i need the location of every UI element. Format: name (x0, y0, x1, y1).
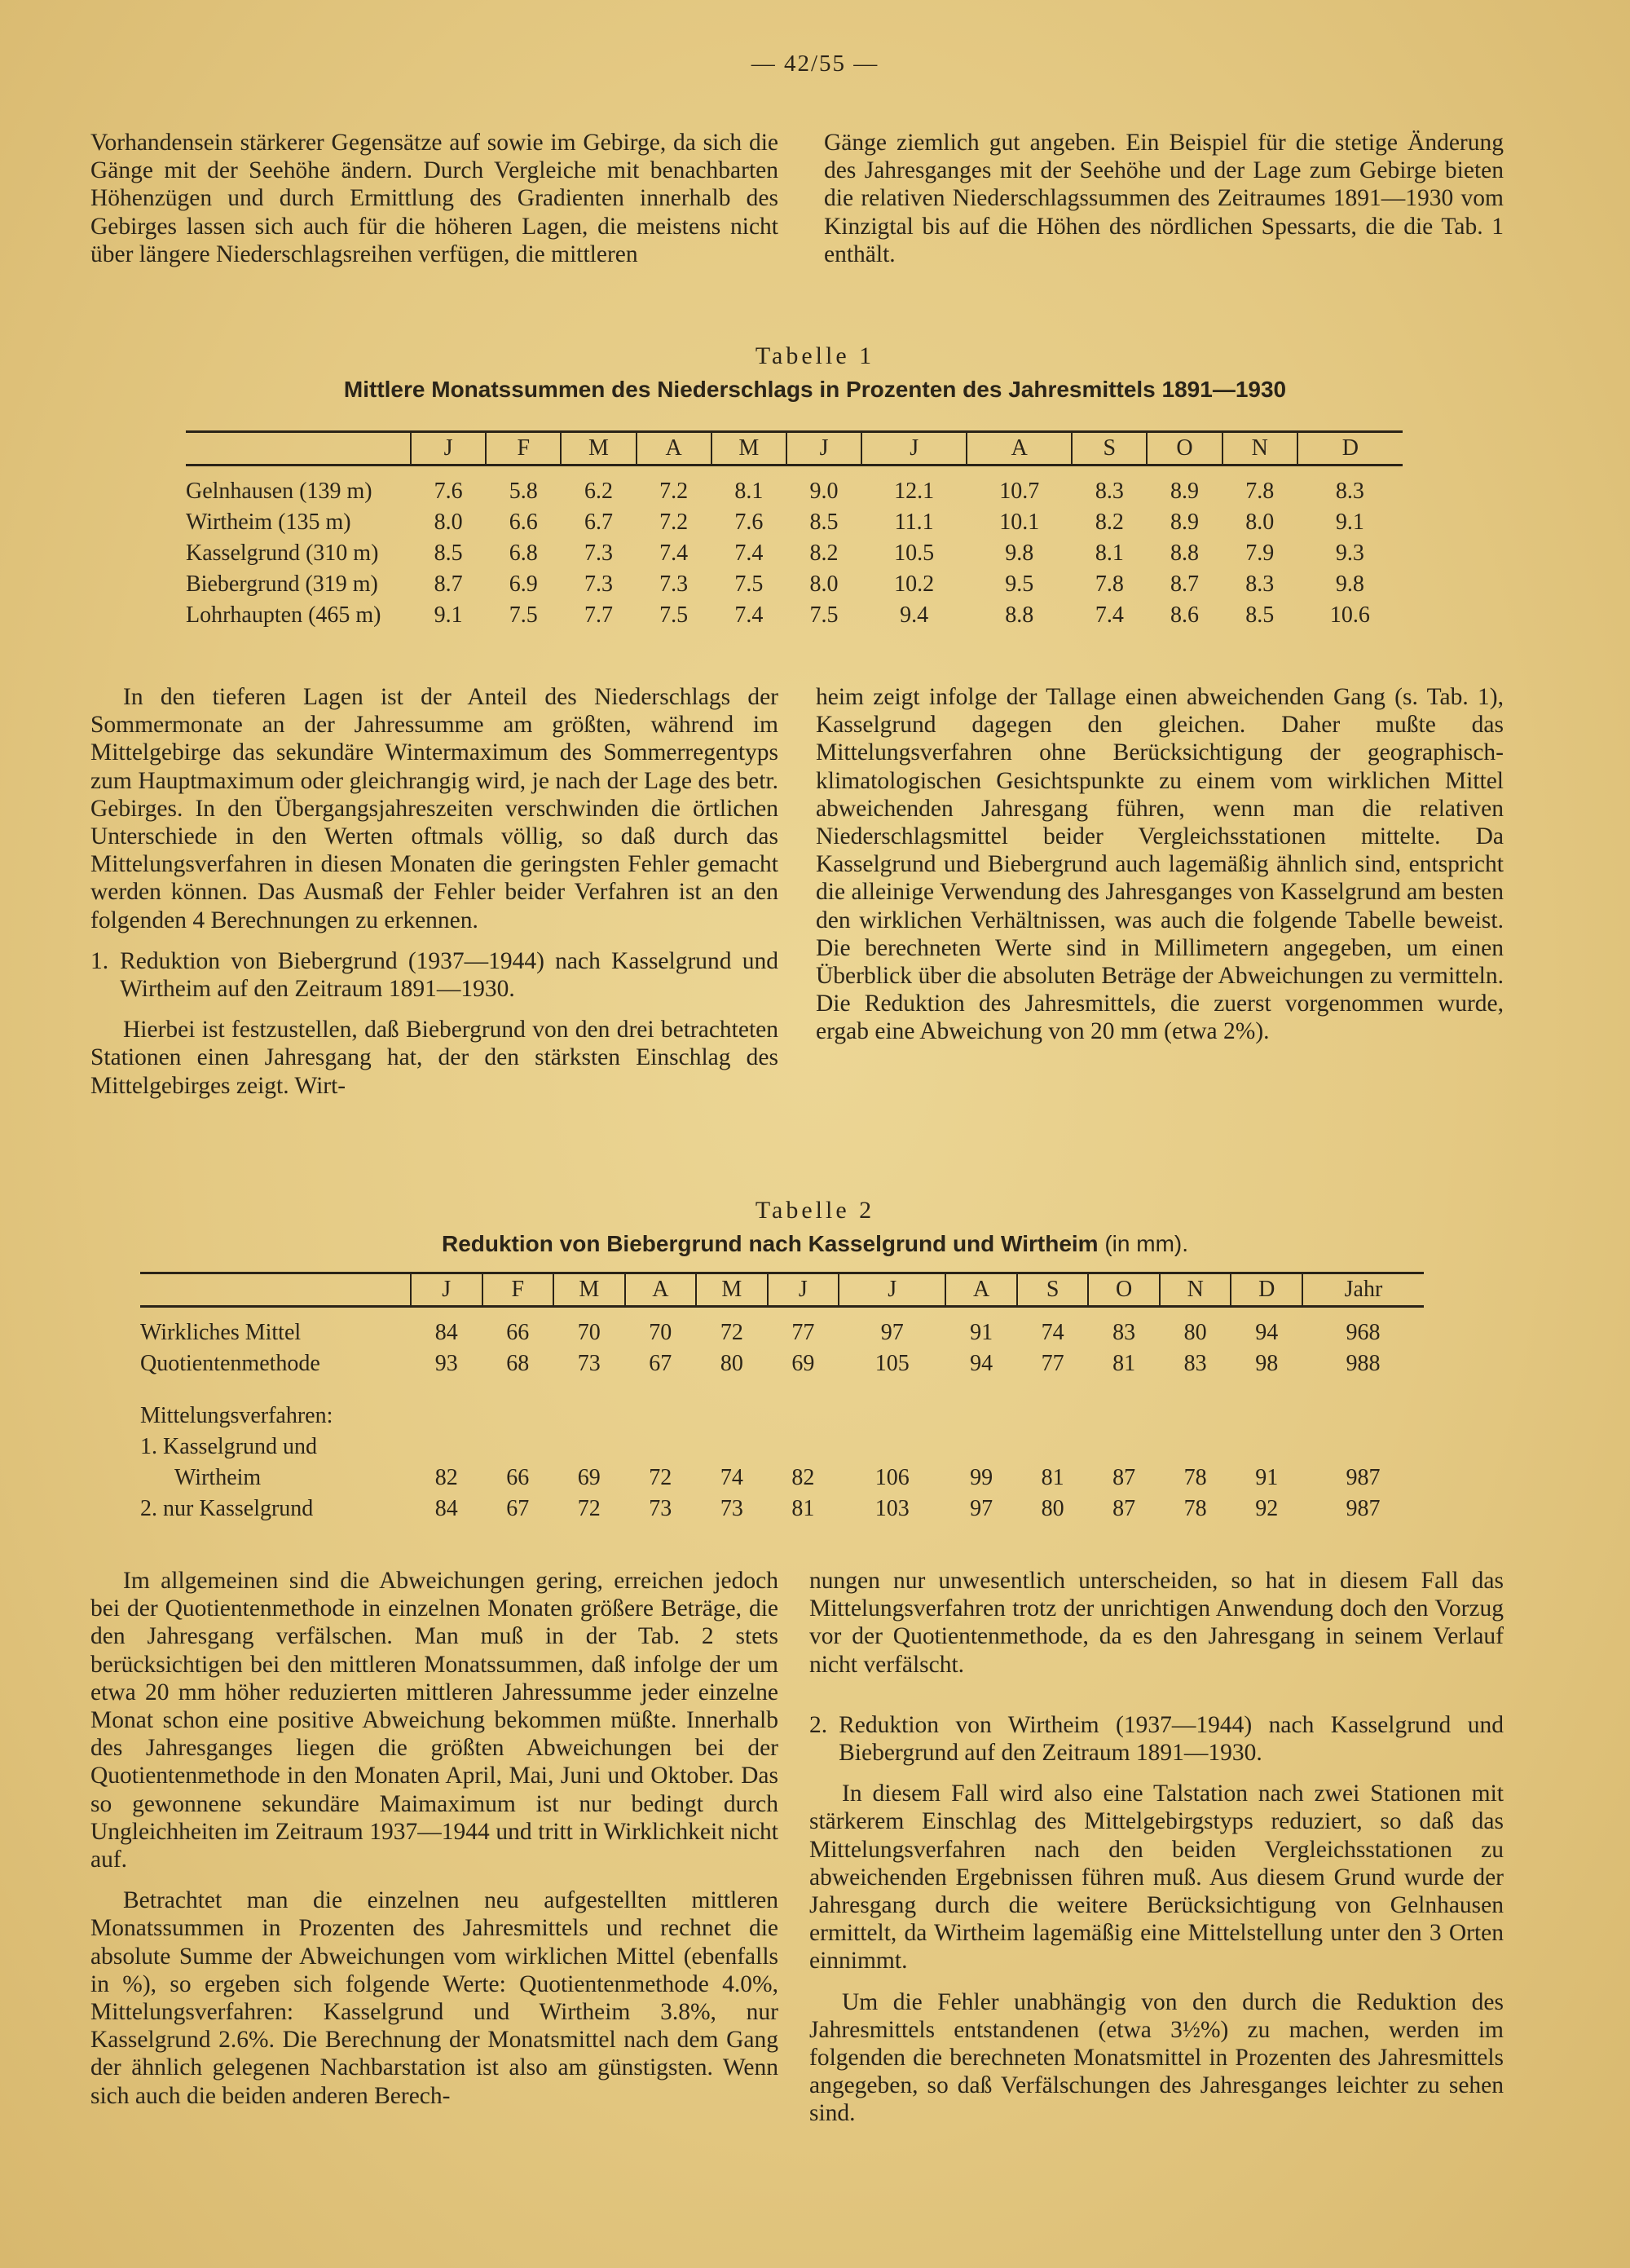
table-cell: 94 (970, 1351, 993, 1376)
table-cell: 74 (720, 1465, 743, 1490)
table2-unit: (in mm). (1104, 1231, 1189, 1256)
table-cell: 7.5 (734, 571, 764, 597)
table-row (186, 476, 1403, 507)
col-header: M (711, 432, 786, 466)
table-cell: 8.8 (1170, 541, 1200, 566)
table-cell: 8.7 (434, 571, 463, 597)
table-cell: 6.6 (509, 510, 538, 535)
table-cell: 66 (506, 1465, 530, 1490)
row-label: Quotientenmethode (140, 1351, 320, 1376)
item-text: Reduktion von Wirtheim (1937—1944) nach Kasselgrund und Biebergrund auf den Zeitraum 1891—1930. (839, 1711, 1504, 1767)
col-header: J (411, 432, 486, 466)
table-cell: 81 (1041, 1465, 1064, 1490)
row-label: Gelnhausen (139 m) (186, 479, 372, 504)
table-cell: 72 (720, 1320, 743, 1345)
paragraph: In diesem Fall wird also eine Talstation nach zwei Stationen mit stärkerem Einschlag des Mittelgebirgstyps reduziert, so daß das Mittelungsverfahren nach den beiden Vergleichsstationen zu abweichenden Ergebnissen führen muß. Aus diesem Grund wurde der Jahresgang durch die weitere Berücksichtigung von Gelnhausen ermittelt, da Wirtheim lagemäßig eine Mittelstellung unter den 3 Orten einnimmt. (809, 1780, 1504, 1975)
col-header: Jahr (1302, 1273, 1424, 1307)
row-label: Wirkliches Mittel (140, 1320, 302, 1345)
table-cell: 82 (434, 1465, 458, 1490)
table-cell: 81 (791, 1496, 815, 1521)
table-cell: 8.0 (434, 510, 463, 535)
paragraph: Vorhandensein stärkerer Gegensätze auf sowie im Gebirge, da sich die Gänge mit der Seehöhe ändern. Durch Vergleiche mit benachbarten Höhenzügen und durch Ermittlung des Gradienten innerhalb des Gebirges lassen sich auch für die höheren Lagen, die meistens nicht über längere Niederschlagsreihen verfügen, die mittleren (90, 130, 778, 267)
row-label: 1. Kasselgrund und (140, 1434, 317, 1459)
table-cell: 987 (1346, 1496, 1381, 1521)
table-cell: 68 (506, 1351, 530, 1376)
table-cell: 78 (1183, 1496, 1207, 1521)
table-cell: 92 (1255, 1496, 1279, 1521)
table-cell: 7.8 (1245, 479, 1275, 504)
col-header: D (1231, 1273, 1302, 1307)
table-row (140, 1348, 1424, 1379)
numbered-item-1 (90, 947, 778, 1003)
table-cell: 69 (791, 1351, 815, 1376)
table-cell: 7.5 (659, 602, 689, 628)
table-cell: 94 (1255, 1320, 1279, 1345)
table-cell: 106 (874, 1465, 910, 1490)
table-cell: 83 (1183, 1351, 1207, 1376)
table-cell: 9.8 (1335, 571, 1364, 597)
table-cell: 968 (1346, 1320, 1381, 1345)
table-row (186, 507, 1403, 538)
table-cell: 8.5 (1245, 602, 1275, 628)
table-cell: 7.5 (809, 602, 839, 628)
table-cell: 72 (577, 1496, 601, 1521)
row-label: Wirtheim (135 m) (186, 510, 351, 535)
table-cell: 8.7 (1170, 571, 1200, 597)
col-header: J (839, 1273, 945, 1307)
paragraph: Im allgemeinen sind die Abweichungen gering, erreichen jedoch bei der Quotientenmethode in einzelnen Monaten größere Beträge, die den Jahresgang verfälschen. Man muß in der Tab. 2 stets berücksichtigen bei den mittleren Monatssummen, daß infolge der um etwa 20 mm höher reduzierten mittleren Jahressumme jeder einzelne Monat schon eine positive Abweichung bekommen müßte. Innerhalb des Jahresganges liegen die größten Abweichungen bei der Quotientenmethode in den Monaten April, Mai, Juni und Oktober. Das so gewonnene sekundäre Maimaximum ist nur bedingt durch Ungleichheiten im Zeitraum 1937—1944 und tritt in Wirklichkeit nicht auf. (90, 1568, 778, 1873)
table-cell: 7.6 (734, 510, 764, 535)
table-cell: 5.8 (509, 479, 538, 504)
table-cell: 80 (1041, 1496, 1064, 1521)
paragraph: Gänge ziemlich gut angeben. Ein Beispiel für die stetige Änderung des Jahresganges mit der Seehöhe und der Lage zum Gebirge bieten die relativen Niederschlagssummen des Zeitraumes 1891—1930 vom Kinzigtal bis auf die Höhen des nördlichen Spessarts, die die Tab. 1 enthält. (824, 130, 1504, 267)
table-cell: 91 (970, 1320, 993, 1345)
table-cell: 93 (434, 1351, 458, 1376)
table-cell: 105 (874, 1351, 910, 1376)
table2-caption: Tabelle 2 (755, 1197, 875, 1224)
table-cell: 10.1 (999, 510, 1040, 535)
table-cell: 8.2 (809, 541, 839, 566)
table-cell: 8.3 (1335, 479, 1364, 504)
top-left-column (90, 129, 778, 281)
col-header: M (553, 1273, 625, 1307)
table2-title (0, 1231, 1630, 1257)
table-cell: 9.3 (1335, 541, 1364, 566)
col-header: S (1072, 432, 1147, 466)
col-header: D (1297, 432, 1403, 466)
table-cell: 10.6 (1329, 602, 1370, 628)
table-cell: 74 (1041, 1320, 1064, 1345)
table-cell: 82 (791, 1465, 815, 1490)
table-cell: 6.7 (584, 510, 613, 535)
table-cell: 73 (720, 1496, 743, 1521)
table-cell: 9.8 (1005, 541, 1034, 566)
table-cell: 7.2 (659, 479, 689, 504)
col-header: A (637, 432, 711, 466)
table-cell: 7.4 (1095, 602, 1124, 628)
table-group-row (140, 1401, 1424, 1432)
table-cell: 8.3 (1095, 479, 1124, 504)
row-label: Kasselgrund (310 m) (186, 541, 379, 566)
table1-header-row (186, 432, 1403, 466)
col-header: J (786, 432, 861, 466)
mid-right-column (816, 683, 1504, 1059)
table-cell: 8.0 (1245, 510, 1275, 535)
table-cell: 81 (1112, 1351, 1136, 1376)
table1 (186, 430, 1403, 631)
row-label: Wirtheim (174, 1465, 262, 1490)
table-cell: 7.8 (1095, 571, 1124, 597)
mid-left-column (90, 683, 778, 1113)
table-cell: 8.9 (1170, 510, 1200, 535)
col-header: J (861, 432, 967, 466)
table-cell: 8.1 (1095, 541, 1124, 566)
table-cell: 70 (577, 1320, 601, 1345)
page-number: — 42/55 — (751, 51, 879, 77)
table-cell: 987 (1346, 1465, 1381, 1490)
table-cell: 7.4 (734, 541, 764, 566)
table-cell: 9.1 (434, 602, 463, 628)
table-cell: 8.3 (1245, 571, 1275, 597)
paragraph: Betrachtet man die einzelnen neu aufgestellten mittleren Monatssummen in Prozenten des Jahresmittels und rechnet die absolute Summe der Abweichungen vom wirklichen Mittel (ebenfalls in %), so ergeben sich folgende Werte: Quotientenmethode 4.0%, Mittelungsverfahren: Kasselgrund und Wirtheim 3.8%, nur Kasselgrund 2.6%. Die Berechnung der Monatsmittel nach dem Gang der ähnlich gelegenen Nachbarstation ist also am günstigsten. Wenn sich auch die beiden anderen Berech- (90, 1887, 778, 2109)
table-cell: 6.2 (584, 479, 613, 504)
col-header: S (1017, 1273, 1089, 1307)
table-cell: 7.3 (584, 541, 613, 566)
table-cell: 73 (577, 1351, 601, 1376)
col-header: A (967, 432, 1072, 466)
col-header: M (561, 432, 636, 466)
table-cell: 7.4 (659, 541, 689, 566)
table-cell: 7.2 (659, 510, 689, 535)
paragraph: In den tieferen Lagen ist der Anteil des Niederschlags der Sommermonate an der Jahressumme am größten, während im Mittelgebirge das sekundäre Wintermaximum des Sommerregentyps zum Hauptmaximum oder gleichrangig wird, je nach der Lage des betr. Gebirges. In den Übergangsjahreszeiten verschwinden die örtlichen Unterschiede in den Werten oftmals völlig, so daß durch das Mittelungsverfahren in diesen Monaten die geringsten Fehler gemacht werden können. Das Ausmaß der Fehler beider Verfahren ist an den folgenden 4 Berechnungen zu erkennen. (90, 684, 778, 933)
group-label: Mittelungsverfahren: (140, 1403, 333, 1428)
table-cell: 91 (1255, 1465, 1279, 1490)
table-cell: 69 (577, 1465, 601, 1490)
bottom-left-column (90, 1567, 778, 2123)
table-cell: 8.0 (809, 571, 839, 597)
row-label: Lohrhaupten (465 m) (186, 602, 381, 628)
table-cell: 97 (970, 1496, 993, 1521)
table-cell: 7.3 (659, 571, 689, 597)
table2 (140, 1272, 1424, 1525)
table-cell: 7.4 (734, 602, 764, 628)
bottom-right-column (809, 1567, 1504, 2141)
table-cell: 84 (434, 1320, 458, 1345)
table-cell: 66 (506, 1320, 530, 1345)
table2-header-row (140, 1273, 1424, 1307)
row-label: 2. nur Kasselgrund (140, 1496, 314, 1521)
table-row (186, 538, 1403, 569)
table-cell: 8.5 (809, 510, 839, 535)
table-cell: 83 (1112, 1320, 1136, 1345)
col-header: F (482, 1273, 554, 1307)
table-cell: 6.8 (509, 541, 538, 566)
table-row (140, 1494, 1424, 1525)
table-cell: 11.1 (894, 510, 934, 535)
table-cell: 9.1 (1335, 510, 1364, 535)
table-cell: 7.7 (584, 602, 613, 628)
table-row (186, 569, 1403, 600)
table-cell: 87 (1112, 1465, 1136, 1490)
paragraph: nungen nur unwesentlich unterscheiden, so hat in diesem Fall das Mittelungsverfahren trotz der unrichtigen Anwendung doch den Vorzug vor der Quotientenmethode, da es den Jahresgang in seinem Verlauf nicht verfälscht. (809, 1568, 1504, 1678)
table-cell: 78 (1183, 1465, 1207, 1490)
table2-corner (140, 1273, 411, 1307)
table-cell: 99 (970, 1465, 993, 1490)
table1-corner (186, 432, 411, 466)
table-cell: 72 (649, 1465, 672, 1490)
paragraph: Um die Fehler unabhängig von den durch die Reduktion des Jahresmittels entstandenen (etwa 3½%) zu machen, werden im folgenden die berechneten Monatsmittel in Prozenten des Jahresmittels angegeben, so daß Verfälschungen des Jahresganges leichter zu sehen sind. (809, 1988, 1504, 2127)
table-row (140, 1463, 1424, 1494)
table-cell: 77 (1041, 1351, 1064, 1376)
table-cell: 8.1 (734, 479, 764, 504)
col-header: A (945, 1273, 1017, 1307)
table-cell: 70 (649, 1320, 672, 1345)
table-cell: 10.5 (894, 541, 935, 566)
col-header: O (1147, 432, 1222, 466)
col-header: J (411, 1273, 482, 1307)
numbered-item-2 (809, 1711, 1504, 1767)
table-cell: 84 (434, 1496, 458, 1521)
table-cell: 7.3 (584, 571, 613, 597)
item-number: 2. (809, 1711, 828, 1738)
col-header: F (486, 432, 561, 466)
table-cell: 988 (1346, 1351, 1381, 1376)
table-cell: 9.5 (1005, 571, 1034, 597)
table-cell: 80 (720, 1351, 743, 1376)
table-cell: 8.9 (1170, 479, 1200, 504)
table-row-label-line (140, 1432, 1424, 1463)
table-cell: 10.7 (999, 479, 1040, 504)
table-cell: 6.9 (509, 571, 538, 597)
table-cell: 12.1 (894, 479, 935, 504)
col-header: N (1160, 1273, 1231, 1307)
top-right-column (824, 129, 1504, 281)
table-cell: 97 (880, 1320, 904, 1345)
table-cell: 80 (1183, 1320, 1207, 1345)
item-text: Reduktion von Biebergrund (1937—1944) nach Kasselgrund und Wirtheim auf den Zeitraum 1891—1930. (120, 947, 778, 1003)
table-cell: 8.5 (434, 541, 463, 566)
paragraph: heim zeigt infolge der Tallage einen abweichenden Gang (s. Tab. 1), Kasselgrund dagegen den gleichen. Daher mußte das Mittelungsverfahren ohne Berücksichtigung der geographisch-klimatologischen Gesichtspunkte zu einem vom wirklichen Mittel abweichenden Jahresgang führen, wenn man die relativen Niederschlagsmittel beider Vergleichsstationen mittelte. Da Kasselgrund und Biebergrund auch lagemäßig ähnlich sind, entspricht die alleinige Verwendung des Jahresganges von Kasselgrund am besten den wirklichen Verhältnissen, was auch die folgende Tabelle beweist. Die berechneten Werte sind in Millimetern angegeben, um einen Überblick über die absoluten Beträge der Abweichungen zu vermitteln. Die Reduktion des Jahresmittels, die zuerst vorgenommen wurde, ergab eine Abweichung von 20 mm (etwa 2%). (816, 684, 1504, 1045)
table-cell: 87 (1112, 1496, 1136, 1521)
col-header: M (696, 1273, 768, 1307)
table-cell: 73 (649, 1496, 672, 1521)
table2-title-text: Reduktion von Biebergrund nach Kasselgrund und Wirtheim (441, 1231, 1099, 1256)
table-cell: 9.4 (900, 602, 929, 628)
col-header: O (1088, 1273, 1160, 1307)
table-cell: 103 (874, 1496, 910, 1521)
table-cell: 7.5 (509, 602, 538, 628)
item-number: 1. (90, 947, 109, 974)
row-label: Biebergrund (319 m) (186, 571, 378, 597)
table-cell: 8.8 (1005, 602, 1034, 628)
col-header: N (1222, 432, 1297, 466)
table-cell: 8.6 (1170, 602, 1200, 628)
table-cell: 9.0 (809, 479, 839, 504)
table-cell: 10.2 (894, 571, 935, 597)
table-row (140, 1317, 1424, 1348)
col-header: A (625, 1273, 697, 1307)
table-cell: 7.6 (434, 479, 463, 504)
paragraph: Hierbei ist festzustellen, daß Biebergrund von den drei betrachteten Stationen einen Jahresgang hat, der den stärksten Einschlag des Mittelgebirges zeigt. Wirt- (90, 1017, 778, 1099)
col-header: J (768, 1273, 839, 1307)
table-cell: 8.2 (1095, 510, 1124, 535)
table-cell: 98 (1255, 1351, 1279, 1376)
table1-title: Mittlere Monatssummen des Niederschlags in Prozenten des Jahresmittels 1891—1930 (343, 377, 1287, 402)
table-cell: 7.9 (1245, 541, 1275, 566)
table1-caption: Tabelle 1 (755, 342, 875, 369)
table-cell: 67 (649, 1351, 672, 1376)
table-cell: 67 (506, 1496, 530, 1521)
table-cell: 77 (791, 1320, 815, 1345)
table-row (186, 600, 1403, 631)
